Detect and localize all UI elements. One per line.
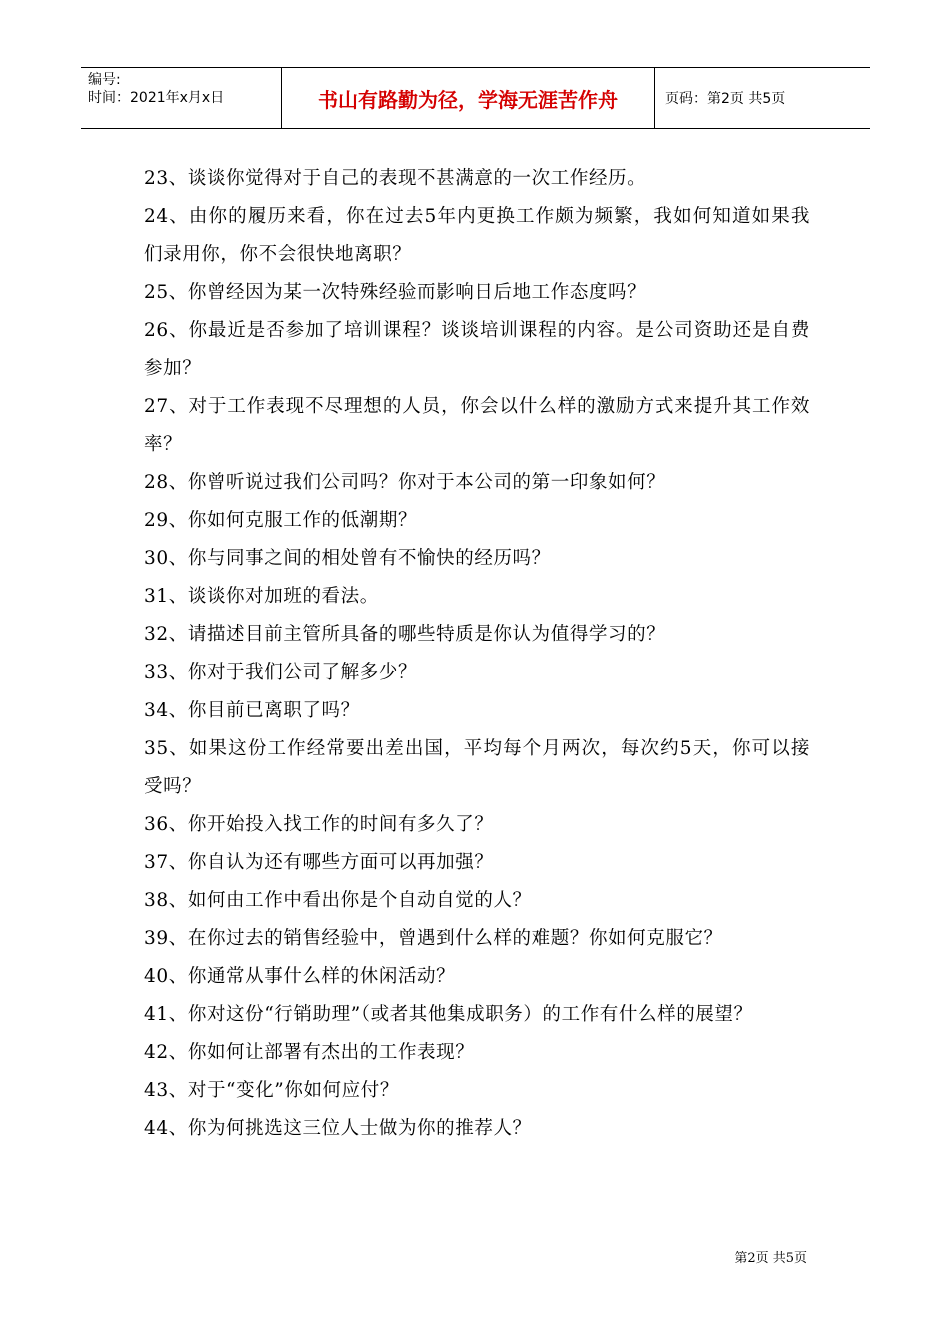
question-item: 28、你曾听说过我们公司吗？你对于本公司的第一印象如何？ — [144, 472, 666, 493]
question-item: 43、对于“变化”你如何应付？ — [144, 1080, 399, 1101]
question-item: 32、请描述目前主管所具备的哪些特质是你认为值得学习的？ — [144, 624, 666, 645]
question-item: 37、你自认为还有哪些方面可以再加强？ — [144, 852, 494, 873]
question-item: 44、你为何挑选这三位人士做为你的推荐人？ — [144, 1118, 532, 1139]
header-meta — [81, 68, 282, 128]
question-item: 24、由你的履历来看，你在过去5年内更换工作颇为频繁，我如何知道如果我们录用你，你不会很快地离职？ — [144, 206, 810, 265]
page-footer: 第2页 共5页 — [734, 1251, 807, 1266]
page-header — [81, 67, 870, 129]
question-item: 27、对于工作表现不尽理想的人员，你会以什么样的激励方式来提升其工作效率？ — [144, 396, 810, 455]
question-item: 41、你对这份“行销助理”（或者其他集成职务）的工作有什么样的展望？ — [144, 1004, 753, 1025]
document-date: 时间：2021年x月x日 — [88, 90, 225, 106]
question-item: 23、谈谈你觉得对于自己的表现不甚满意的一次工作经历。 — [144, 168, 647, 189]
question-item: 34、你目前已离职了吗？ — [144, 700, 360, 721]
document-number-label: 编号: — [88, 72, 121, 88]
question-item: 40、你通常从事什么样的休闲活动？ — [144, 966, 456, 987]
question-item: 29、你如何克服工作的低潮期？ — [144, 510, 418, 531]
question-list — [144, 160, 810, 1148]
question-item: 35、如果这份工作经常要出差出国，平均每个月两次，每次约5天，你可以接受吗？ — [144, 738, 810, 797]
question-item: 38、如何由工作中看出你是个自动自觉的人？ — [144, 890, 532, 911]
question-item: 36、你开始投入找工作的时间有多久了？ — [144, 814, 494, 835]
question-item: 30、你与同事之间的相处曾有不愉快的经历吗？ — [144, 548, 551, 569]
question-item: 25、你曾经因为某一次特殊经验而影响日后地工作态度吗？ — [144, 282, 647, 303]
question-item: 39、在你过去的销售经验中，曾遇到什么样的难题？你如何克服它？ — [144, 928, 723, 949]
question-item: 42、你如何让部署有杰出的工作表现？ — [144, 1042, 475, 1063]
question-item: 26、你最近是否参加了培训课程？谈谈培训课程的内容。是公司资助还是自费参加？ — [144, 320, 810, 379]
question-item: 33、你对于我们公司了解多少？ — [144, 662, 418, 683]
header-page-number: 页码：第2页 共5页 — [665, 91, 786, 107]
header-motto: 书山有路勤为径，学海无涯苦作舟 — [282, 68, 655, 128]
question-item: 31、谈谈你对加班的看法。 — [144, 586, 379, 607]
